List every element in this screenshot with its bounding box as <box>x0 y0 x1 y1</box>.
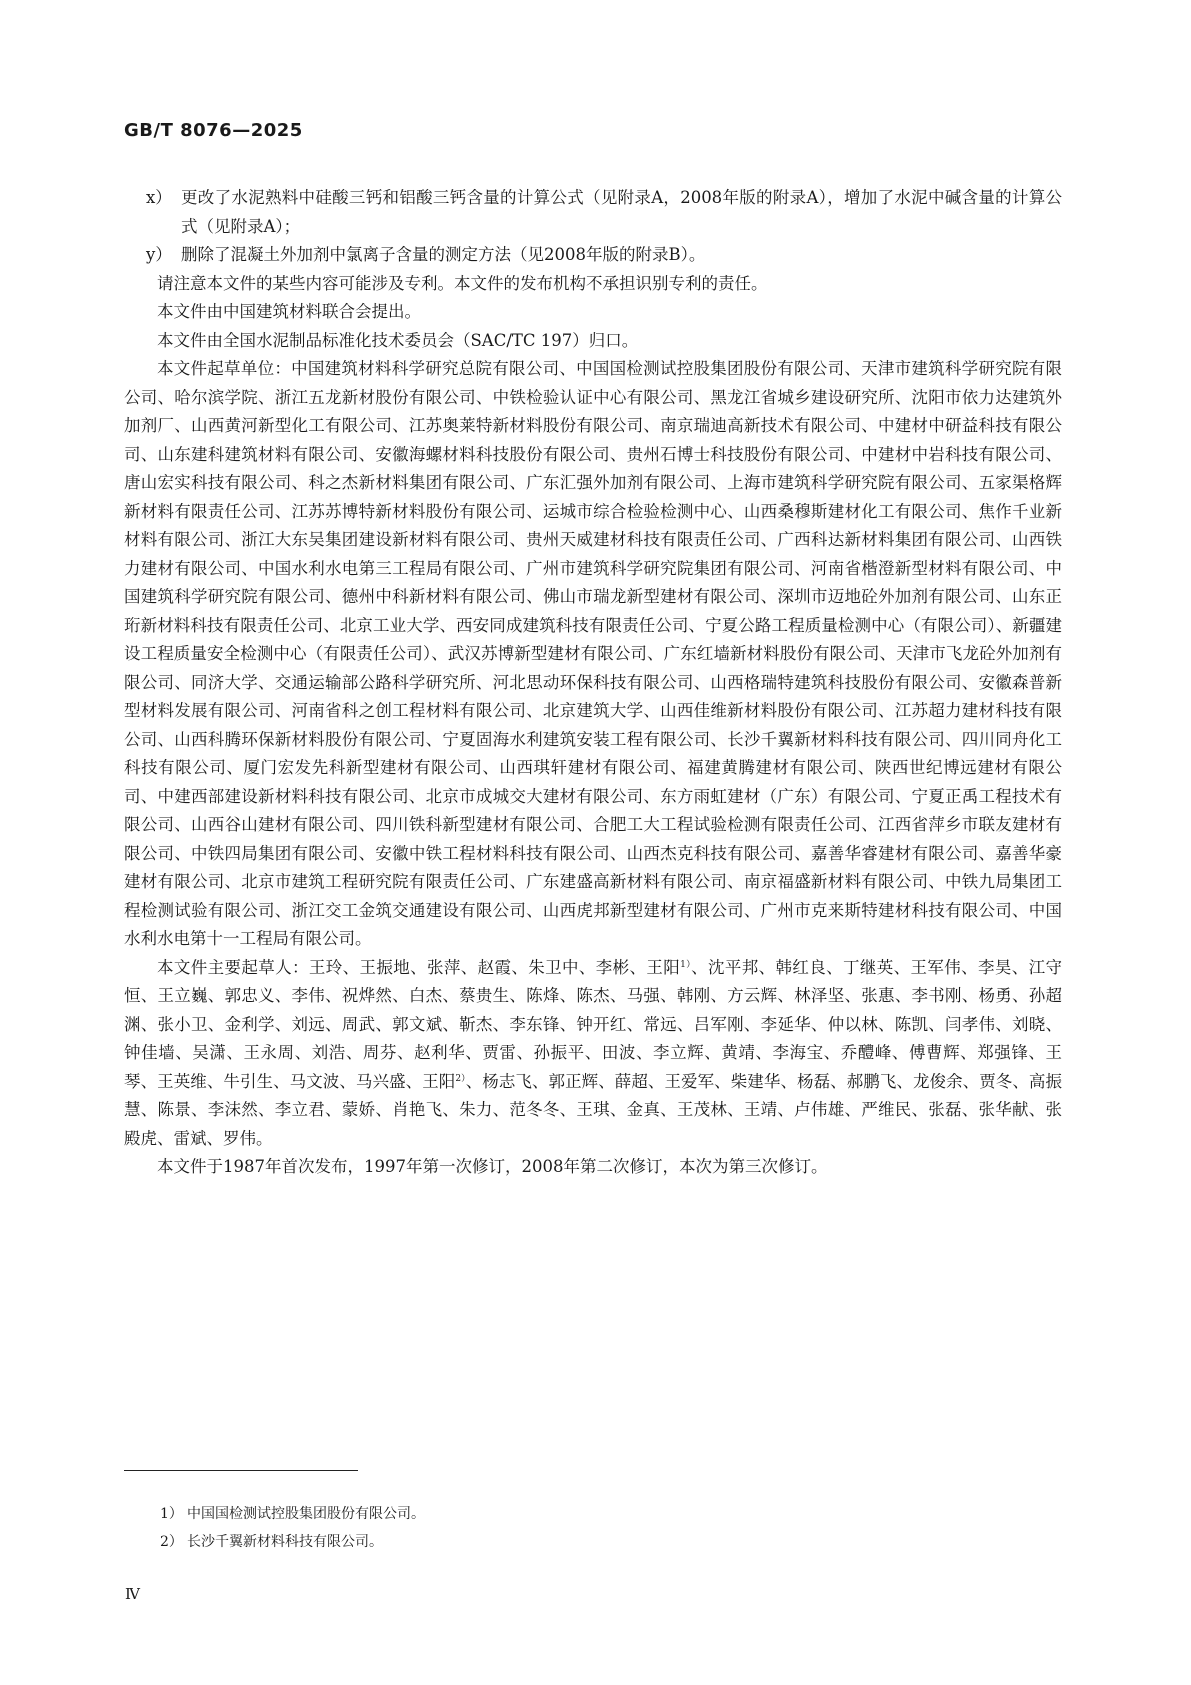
proposed-by: 本文件由中国建筑材料联合会提出。 <box>157 302 421 321</box>
footnote-text: 长沙千翼新材料科技有限公司。 <box>187 1534 383 1550</box>
footnote-item <box>124 1528 425 1556</box>
list-item-label: y） <box>146 245 172 264</box>
patent-notice: 请注意本文件的某些内容可能涉及专利。本文件的发布机构不承担识别专利的责任。 <box>157 273 768 293</box>
drafters-text-3: 、杨志飞、郭正辉、薛超、王爱军、柴建华、杨磊、郝鹏飞、龙俊余、贾冬、高振慧、陈景、李沫然、李立君、蒙娇、肖艳飞、朱力、范冬冬、王琪、金真、王茂林、王靖、卢伟雄、严维民、张磊、张华献、张殿虎、雷斌、罗伟。 <box>124 1071 1062 1148</box>
main-drafters <box>124 954 1062 1154</box>
document-id-header: GB/T 8076—2025 <box>124 120 303 141</box>
publication-history: 本文件于1987年首次发布，1997年第一次修订，2008年第二次修订，本次为第三次修订。 <box>157 1157 828 1176</box>
drafters-text-2: 、沈平邦、韩红良、丁继英、王军伟、李昊、江守恒、王立巍、郭忠义、李伟、祝烨然、白杰、蔡贵生、陈烽、陈杰、马强、韩刚、方云辉、林泽坚、张惠、李书刚、杨勇、孙超渊、张小卫、金利学、刘远、周武、郭文斌、靳杰、李东锋、钟开红、常远、吕军刚、李延华、仲以林、陈凯、闫孝伟、刘晓、钟佳墙、吴潇、王永周、刘浩、周芬、赵利华、贾雷、孙振平、田波、李立辉、黄靖、李海宝、乔醴峰、傅曹辉、郑强锋、王琴、王英维、牛引生、马文波、马兴盛、王阳 <box>124 957 1063 1091</box>
footnote-text: 中国国检测试控股集团股份有限公司。 <box>187 1506 425 1522</box>
list-item-y <box>124 241 1062 270</box>
drafters-text-1: 本文件主要起草人：王玲、王振地、张萍、赵霞、朱卫中、李彬、王阳 <box>157 957 681 977</box>
footnote-marker-1: 1） <box>680 959 692 970</box>
drafting-units: 本文件起草单位：中国建筑材料科学研究总院有限公司、中国国检测试控股集团股份有限公司、天津市建筑科学研究院有限公司、哈尔滨学院、浙江五龙新材股份有限公司、中铁检验认证中心有限公司、黑龙江省城乡建设研究所、沈阳市依力达建筑外加剂厂、山西黄河新型化工有限公司、江苏奥莱特新材料股份有限公司、南京瑞迪高新技术有限公司、中建材中研益科技有限公司、山东建科建筑材料有限公司、安徽海螺材料科技股份有限公司、贵州石博士科技股份有限公司、中建材中岩科技有限公司、唐山宏实科技有限公司、科之杰新材料集团有限公司、广东汇强外加剂有限公司、上海市建筑科学研究院有限公司、五家渠格辉新材料有限责任公司、江苏苏博特新材料股份有限公司、运城市综合检验检测中心、山西桑穆斯建材化工有限公司、焦作千业新材料有限公司、浙江大东吴集团建设新材料有限公司、贵州天威建材科技有限责任公司、广西科达新材料集团有限公司、山西铁力建材有限公司、中国水利水电第三工程局有限公司、广州市建筑科学研究院集团有限公司、河南省楷澄新型材料有限公司、中国建筑科学研究院有限公司、德州中科新材料有限公司、佛山市瑞龙新型建材有限公司、深圳市迈地砼外加剂有限公司、山东正珩新材料科技有限责任公司、北京工业大学、西安同成建筑科技有限责任公司、宁夏公路工程质量检测中心（有限公司）、新疆建设工程质量安全检测中心（有限责任公司）、武汉苏博新型建材有限公司、广东红墙新材料股份有限公司、天津市飞龙砼外加剂有限公司、同济大学、交通运输部公路科学研究所、河北思动环保科技有限公司、山西格瑞特建筑科技股份有限公司、安徽森普新型材料发展有限公司、河南省科之创工程材料有限公司、北京建筑大学、山西佳维新材料股份有限公司、江苏超力建材科技有限公司、山西科腾环保新材料股份有限公司、宁夏固海水利建筑安装工程有限公司、长沙千翼新材料科技有限公司、四川同舟化工科技有限公司、厦门宏发先科新型建材有限公司、山西琪轩建材有限公司、福建黄腾建材有限公司、陕西世纪博远建材有限公司、中建西部建设新材料科技有限公司、北京市成城交大建材有限公司、东方雨虹建材（广东）有限公司、宁夏正禹工程技术有限公司、山西谷山建材有限公司、四川铁科新型建材有限公司、合肥工大工程试验检测有限责任公司、江西省萍乡市联友建材有限公司、中铁四局集团有限公司、安徽中铁工程材料科技有限公司、山西杰克科技有限公司、嘉善华睿建材有限公司、嘉善华豪建材有限公司、北京市建筑工程研究院有限责任公司、广东建盛高新材料有限公司、南京福盛新材料有限公司、中铁九局集团工程检测试验有限公司、浙江交工金筑交通建设有限公司、山西虎邦新型建材有限公司、广州市克来斯特建材科技有限公司、中国水利水电第十一工程局有限公司。 <box>124 359 1062 948</box>
footnote-divider <box>124 1470 358 1471</box>
list-item-x <box>124 184 1062 241</box>
footnote-item <box>124 1500 425 1528</box>
footnote-marker-2: 2） <box>455 1073 466 1084</box>
list-item-label: x） <box>146 188 172 207</box>
page-number: Ⅳ <box>125 1585 140 1603</box>
list-item-text: 删除了混凝土外加剂中氯离子含量的测定方法（见2008年版的附录B）。 <box>181 245 706 264</box>
footnotes <box>124 1500 425 1556</box>
list-item-text: 更改了水泥熟料中硅酸三钙和铝酸三钙含量的计算公式（见附录A，2008年版的附录A），增加了水泥中碱含量的计算公式（见附录A）； <box>181 188 1062 236</box>
footnote-number: 1） <box>160 1506 183 1522</box>
footnote-number: 2） <box>160 1534 183 1550</box>
main-content <box>124 184 1062 1182</box>
centralized-by: 本文件由全国水泥制品标准化技术委员会（SAC/TC 197）归口。 <box>157 330 639 350</box>
